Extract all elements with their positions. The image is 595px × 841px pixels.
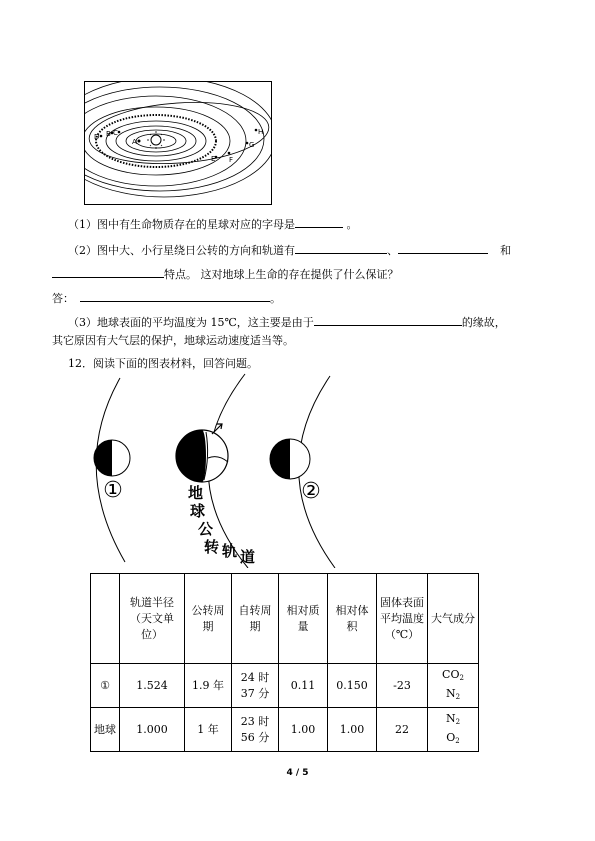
planet-name-cell: ① <box>91 664 120 708</box>
planet-data-table <box>90 573 479 752</box>
orbit-label-char: 轨 <box>222 542 238 560</box>
orbit-label-char: 球 <box>190 502 206 520</box>
revolution-cell: 1.9 年 <box>185 664 232 708</box>
mass-cell: 1.00 <box>279 708 328 752</box>
punctuation: 。 <box>270 292 281 305</box>
orbit-label-char: 公 <box>198 520 214 538</box>
label-g: G <box>249 141 255 149</box>
solar-system-diagram <box>84 81 272 205</box>
question-text: 图中大、小行星绕日公转的方向和轨道有 <box>97 244 295 257</box>
header-cell: 自转周期 <box>232 574 279 664</box>
punctuation: 。 <box>346 218 358 231</box>
orbit-label-char: 转 <box>204 538 220 556</box>
arrow-icon <box>212 424 222 434</box>
label-planet-2: ② <box>301 479 321 504</box>
question-number: （2） <box>68 244 97 257</box>
radius-cell: 1.000 <box>120 708 185 752</box>
table-header-row <box>91 574 479 664</box>
label-planet-1: ① <box>103 478 123 503</box>
label-e: E <box>211 155 216 163</box>
temperature-cell: 22 <box>377 708 428 752</box>
question-text: 其它原因有大气层的保护，地球运动速度适当等。 <box>52 334 294 347</box>
temperature-cell: -23 <box>377 664 428 708</box>
header-cell: 固体表面平均温度（℃） <box>377 574 428 664</box>
label-f: F <box>229 156 234 164</box>
page-number: 4 / 5 <box>286 768 309 778</box>
question-3 <box>68 314 568 330</box>
atmosphere-cell <box>428 664 479 708</box>
answer-blank-3[interactable] <box>314 314 462 326</box>
question-text: 阅读下面的图表材料，回答问题。 <box>93 357 258 370</box>
header-cell <box>91 574 120 664</box>
gas-formula: N <box>445 686 456 700</box>
header-cell: 轨道半径（天文单位） <box>120 574 185 664</box>
planet-name-cell: 地球 <box>91 708 120 752</box>
label-a: A <box>132 138 137 146</box>
question-2-cont <box>52 266 552 282</box>
gas-subscript: 2 <box>455 692 461 701</box>
header-cell: 相对质量 <box>279 574 328 664</box>
answer-blank-1[interactable] <box>295 216 343 228</box>
header-cell: 大气成分 <box>428 574 479 664</box>
planet-orbit-diagram <box>80 372 370 568</box>
table-row <box>91 664 479 708</box>
question-text: 地球表面的平均温度为 15℃，这主要是由于 <box>97 316 314 329</box>
answer-line <box>52 290 552 306</box>
rotation-cell: 23 时 56 分 <box>232 708 279 752</box>
gas-formula: CO <box>442 667 460 681</box>
question-text-end: 的缘故， <box>461 316 506 329</box>
atmosphere-cell <box>428 708 479 752</box>
volume-cell: 0.150 <box>328 664 377 708</box>
question-3-cont <box>52 334 552 348</box>
question-2 <box>68 242 568 258</box>
table-row <box>91 708 479 752</box>
question-text: 图中有生命物质存在的星球对应的字母是 <box>97 218 295 231</box>
answer-blank-2b[interactable] <box>398 242 488 254</box>
planet-1 <box>94 440 130 476</box>
radius-cell: 1.524 <box>120 664 185 708</box>
answer-label: 答： <box>52 292 74 305</box>
header-cell: 相对体积 <box>328 574 377 664</box>
separator: 、 <box>387 244 398 257</box>
conjunction: 和 <box>500 244 511 257</box>
question-number: （1） <box>68 218 97 231</box>
label-c: C <box>113 129 118 137</box>
label-b: B <box>106 130 111 138</box>
mass-cell: 0.11 <box>279 664 328 708</box>
gas-subscript: 2 <box>459 673 464 682</box>
answer-blank-2c[interactable] <box>52 266 164 278</box>
orbit-label-char: 道 <box>240 548 256 566</box>
orbit-label-char: 地 <box>188 484 204 502</box>
label-h: H <box>258 128 264 136</box>
question-number: （3） <box>68 316 97 329</box>
earth-planet <box>176 430 228 482</box>
gas-formula: O <box>446 730 456 744</box>
question-text: 特点。 这对地球上生命的存在提供了什么保证？ <box>164 268 399 281</box>
rotation-cell: 24 时 37 分 <box>232 664 279 708</box>
label-d: D <box>94 133 100 141</box>
header-cell: 公转周期 <box>185 574 232 664</box>
gas-subscript: 2 <box>455 717 461 726</box>
question-1 <box>68 216 568 232</box>
volume-cell: 1.00 <box>328 708 377 752</box>
answer-blank-2a[interactable] <box>295 242 387 254</box>
revolution-cell: 1 年 <box>185 708 232 752</box>
question-12 <box>68 357 568 371</box>
gas-formula: N <box>445 711 456 725</box>
question-number: 12． <box>68 357 93 370</box>
gas-subscript: 2 <box>455 736 460 745</box>
answer-blank-2d[interactable] <box>80 290 270 302</box>
planet-2 <box>270 439 310 479</box>
